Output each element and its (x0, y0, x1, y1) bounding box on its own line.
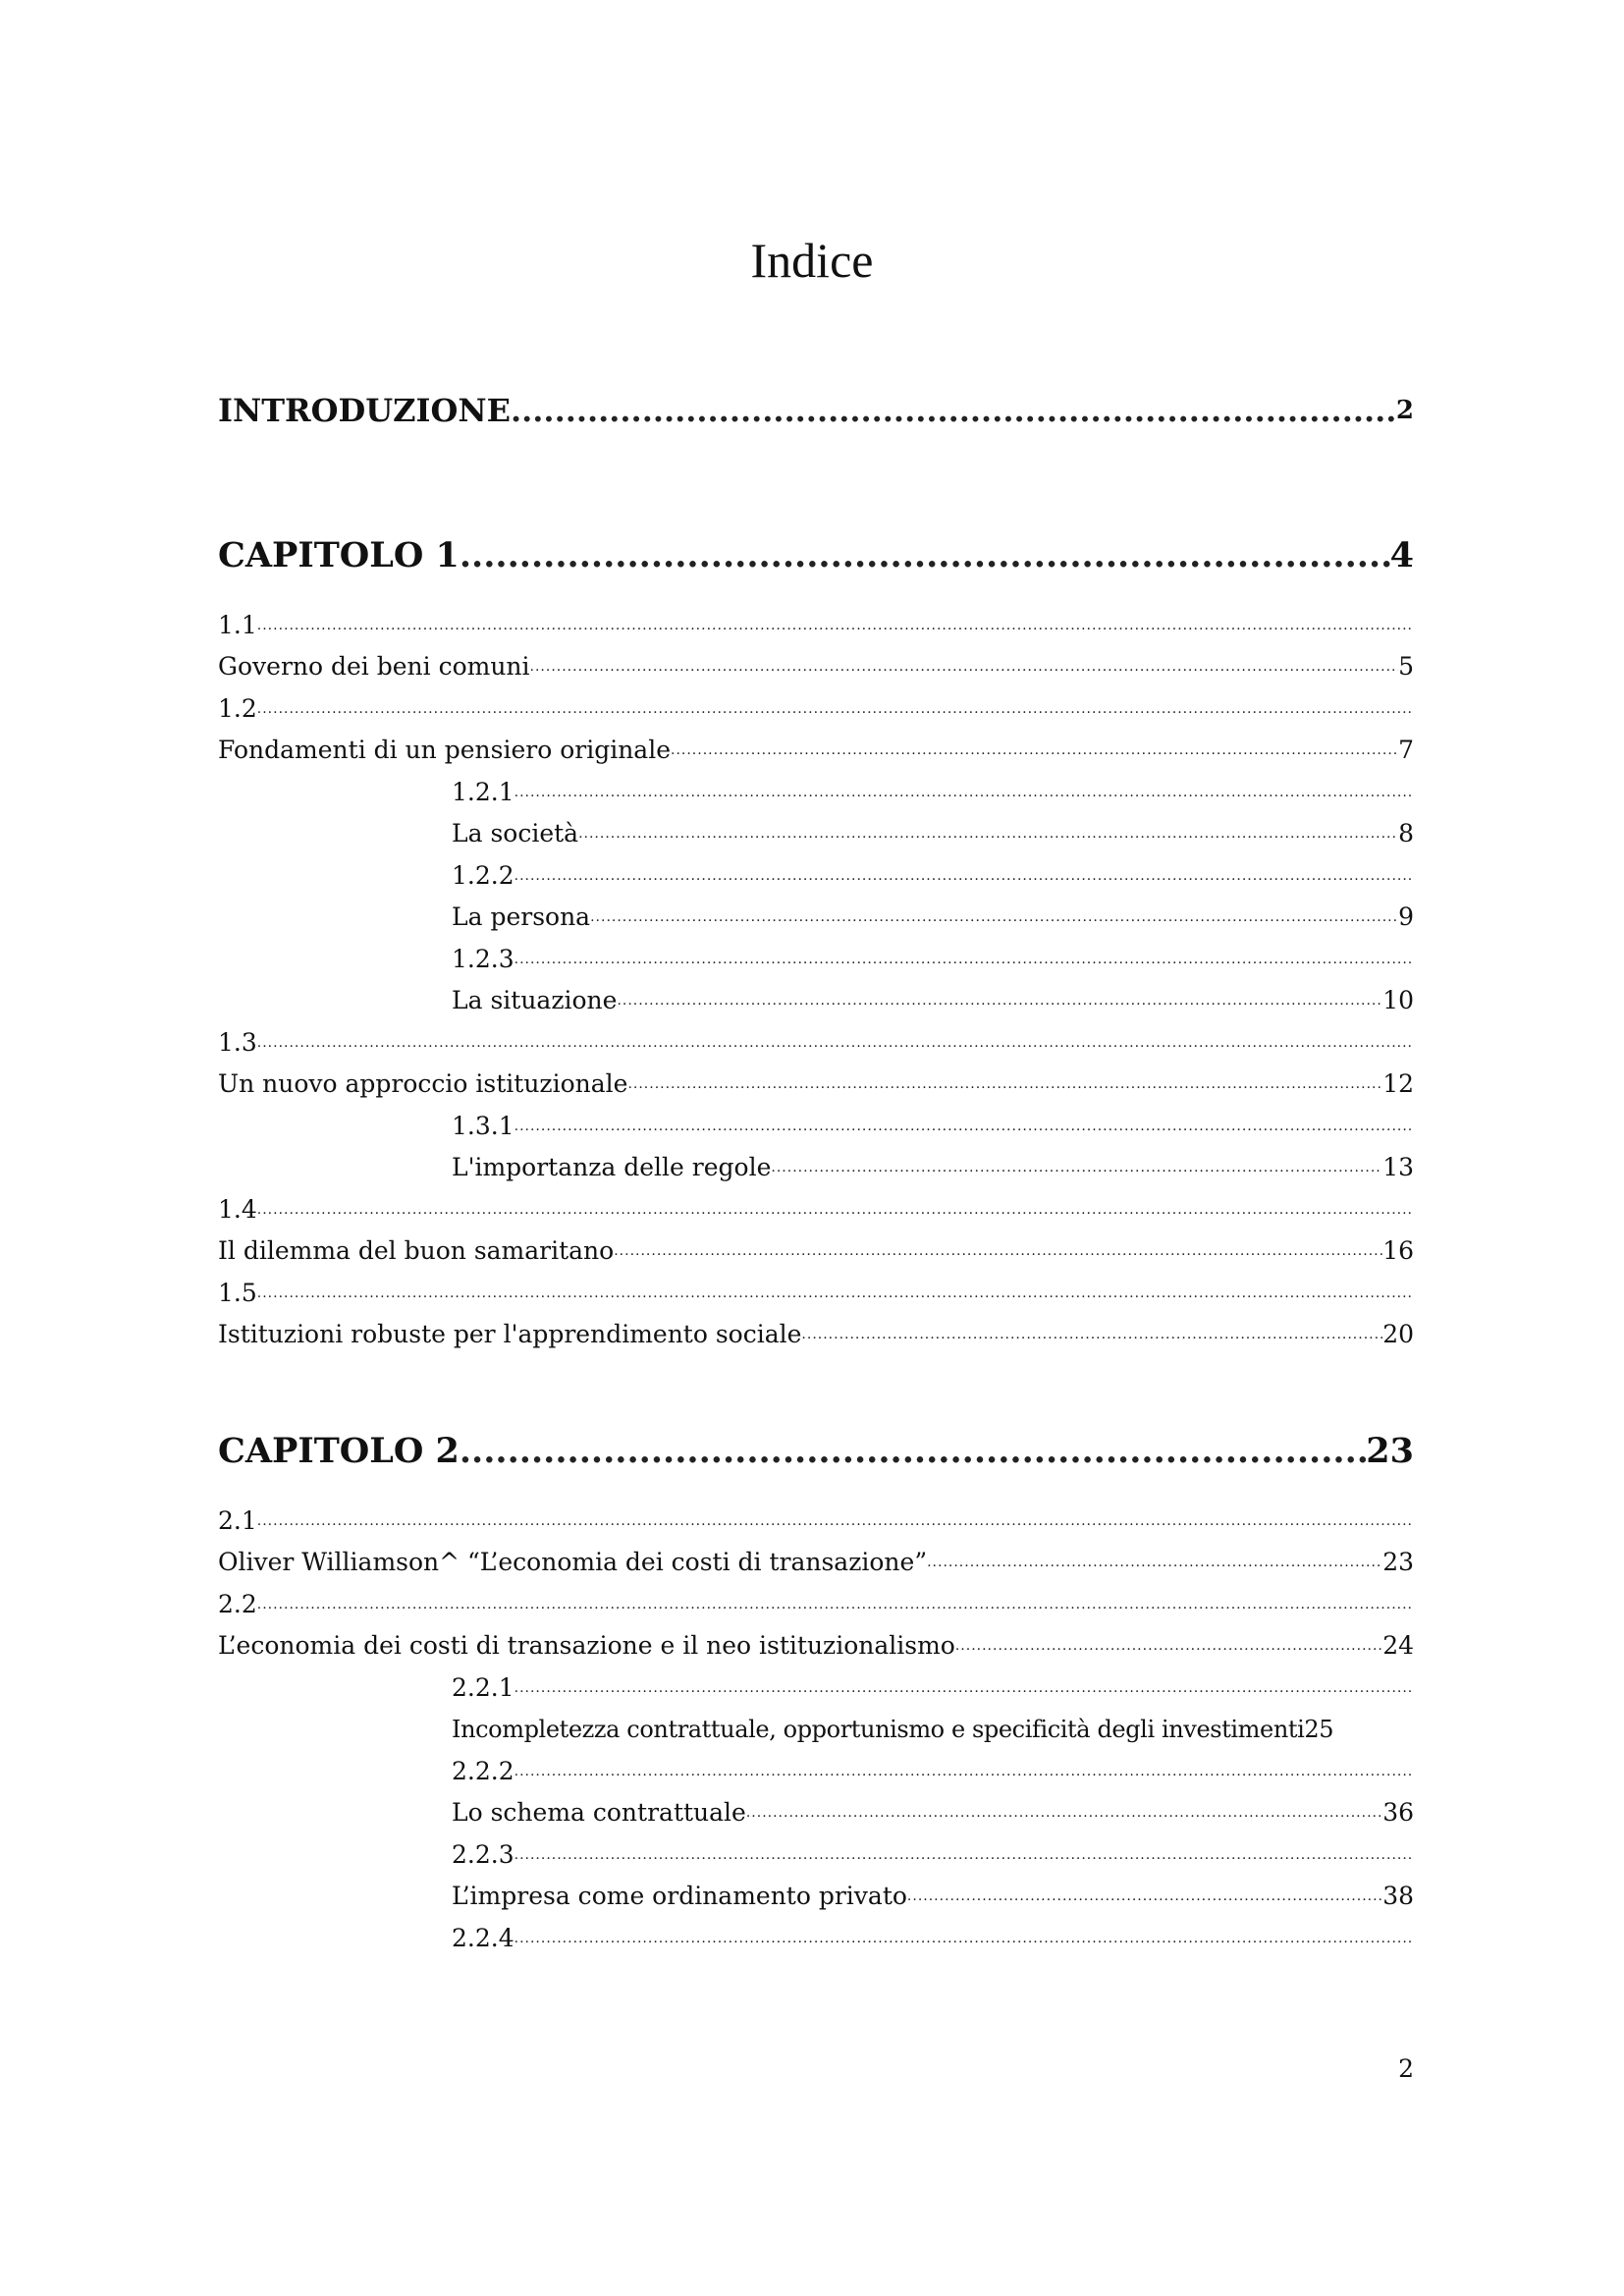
toc-entry-text: 1.4 (218, 1195, 257, 1224)
toc-entry-text: La società (452, 819, 579, 847)
toc-entry[interactable] (452, 984, 1414, 1017)
toc-entry[interactable] (218, 1546, 1414, 1579)
toc-entry-text: 1.2.3 (452, 945, 514, 973)
toc-page-number: 24 (1382, 1631, 1414, 1660)
toc-chapter-title: CAPITOLO 1 (218, 535, 460, 575)
dot-leader (671, 734, 1398, 767)
dot-leader (514, 776, 1414, 809)
toc-entry[interactable] (218, 1504, 1414, 1538)
toc-page-number: 23 (1382, 1548, 1414, 1576)
toc-entry[interactable] (452, 817, 1414, 850)
dot-leader (257, 1504, 1414, 1538)
toc-entry-text: Il dilemma del buon samaritano (218, 1236, 615, 1265)
page-number: 2 (1398, 2054, 1414, 2083)
toc-entry[interactable] (218, 1318, 1414, 1351)
toc-intro[interactable] (218, 389, 1414, 432)
toc-entry-text: Incompletezza contrattuale, opportunismo e specificità degli investimenti (452, 1716, 1305, 1743)
dot-leader (617, 984, 1382, 1017)
dot-leader (514, 1922, 1414, 1955)
toc-entry[interactable] (218, 692, 1414, 726)
page-title: Indice (750, 233, 874, 288)
dot-leader (460, 534, 1390, 577)
toc-entry[interactable] (218, 650, 1414, 683)
dot-leader (590, 901, 1398, 934)
toc-entry-text: L’impresa come ordinamento privato (452, 1882, 907, 1910)
toc-entry[interactable] (452, 1796, 1414, 1830)
toc-entry-text: 1.2 (218, 694, 257, 723)
toc-page-number: 36 (1382, 1798, 1414, 1827)
toc-entry-text: Fondamenti di un pensiero originale (218, 736, 671, 764)
dot-leader (257, 609, 1414, 642)
dot-leader (530, 650, 1399, 683)
toc-entry[interactable] (452, 776, 1414, 809)
dot-leader (514, 1838, 1414, 1872)
dot-leader (511, 389, 1396, 432)
toc-entry-text: 2.2.4 (452, 1924, 514, 1952)
dot-leader (578, 817, 1398, 850)
toc-entry-text: L’economia dei costi di transazione e il neo istituzionalismo (218, 1631, 955, 1660)
toc-entry-text: 2.2.1 (452, 1673, 514, 1702)
toc-entry-text: Oliver Williamson^ “L’economia dei costi di transazione” (218, 1548, 928, 1576)
toc-page-number: 12 (1382, 1069, 1414, 1098)
dot-leader (514, 1110, 1414, 1143)
dot-leader (955, 1629, 1382, 1663)
toc-entry[interactable] (452, 901, 1414, 934)
toc-entry[interactable] (218, 1277, 1414, 1310)
toc-entry[interactable] (218, 1629, 1414, 1663)
dot-leader (257, 1193, 1414, 1227)
toc-entry-text: Lo schema contrattuale (452, 1798, 746, 1827)
toc-chapter-title: CAPITOLO 2 (218, 1431, 460, 1471)
toc-entry[interactable] (452, 1880, 1414, 1913)
dot-leader (460, 1430, 1366, 1473)
toc-page-number: 20 (1382, 1320, 1414, 1348)
dot-leader (927, 1546, 1382, 1579)
toc-entry[interactable] (218, 1588, 1414, 1621)
dot-leader (514, 859, 1414, 893)
toc-entry[interactable] (452, 1755, 1414, 1788)
toc-entry-text: La persona (452, 902, 591, 931)
toc-entry-text: 1.2.2 (452, 861, 514, 890)
toc-entry[interactable] (452, 1671, 1414, 1705)
toc-entry[interactable] (218, 1067, 1414, 1101)
toc-page-number: 5 (1398, 652, 1414, 681)
toc-page-number: 16 (1382, 1236, 1414, 1265)
toc-entry-text: INTRODUZIONE (218, 392, 511, 429)
dot-leader (514, 1755, 1414, 1788)
toc-page-number: 4 (1389, 535, 1414, 575)
toc-entry[interactable] (452, 1110, 1414, 1143)
toc-entry[interactable] (218, 1193, 1414, 1227)
toc-entry-text: Istituzioni robuste per l'apprendimento sociale (218, 1320, 802, 1348)
toc-entry-text: 2.2 (218, 1590, 257, 1618)
toc-page-number: 7 (1398, 736, 1414, 764)
toc-entry[interactable] (452, 943, 1414, 976)
dot-leader (614, 1234, 1382, 1268)
dot-leader (257, 1588, 1414, 1621)
toc-entry[interactable] (452, 1713, 1414, 1746)
toc-entry[interactable] (452, 1838, 1414, 1872)
dot-leader (514, 1671, 1414, 1705)
toc-chapter-2[interactable] (218, 1430, 1414, 1473)
toc-page-number: 13 (1382, 1153, 1414, 1181)
toc-entry-text: 1.3.1 (452, 1112, 514, 1140)
dot-leader (907, 1880, 1382, 1913)
dot-leader (257, 1026, 1414, 1060)
dot-leader (771, 1151, 1382, 1184)
toc-entry[interactable] (218, 734, 1414, 767)
toc-entry-text: 2.2.2 (452, 1757, 514, 1785)
toc-page-number: 23 (1366, 1431, 1414, 1471)
dot-leader (257, 692, 1414, 726)
toc-entry[interactable] (218, 1026, 1414, 1060)
toc-entry-text: 1.3 (218, 1028, 257, 1057)
toc-entry[interactable] (218, 1234, 1414, 1268)
toc-entry-text: 1.1 (218, 611, 257, 639)
toc-entry-text: 1.5 (218, 1279, 257, 1307)
toc-page-number: 2 (1395, 396, 1414, 425)
dot-leader (514, 943, 1414, 976)
toc-entry-text: Governo dei beni comuni (218, 652, 530, 681)
toc-page-number: 38 (1382, 1882, 1414, 1910)
toc-entry-text: Un nuovo approccio istituzionale (218, 1069, 628, 1098)
dot-leader (627, 1067, 1382, 1101)
toc-entry-text: 2.1 (218, 1506, 257, 1535)
toc-page-number: 9 (1398, 902, 1414, 931)
toc-entry[interactable] (452, 1922, 1414, 1955)
toc-page-number: 8 (1398, 819, 1414, 847)
dot-leader (257, 1277, 1414, 1310)
toc-entry-text: 1.2.1 (452, 778, 514, 806)
toc-entry[interactable] (218, 609, 1414, 642)
toc-entry-text: La situazione (452, 986, 618, 1014)
toc-chapter-1[interactable] (218, 534, 1414, 577)
dot-leader (801, 1318, 1382, 1351)
toc-page-number: 25 (1304, 1716, 1334, 1743)
toc-entry-text: L'importanza delle regole (452, 1153, 772, 1181)
toc-entry[interactable] (452, 1151, 1414, 1184)
dot-leader (746, 1796, 1382, 1830)
toc-page-number: 10 (1382, 986, 1414, 1014)
toc-entry[interactable] (452, 859, 1414, 893)
toc-entry-text: 2.2.3 (452, 1840, 514, 1869)
